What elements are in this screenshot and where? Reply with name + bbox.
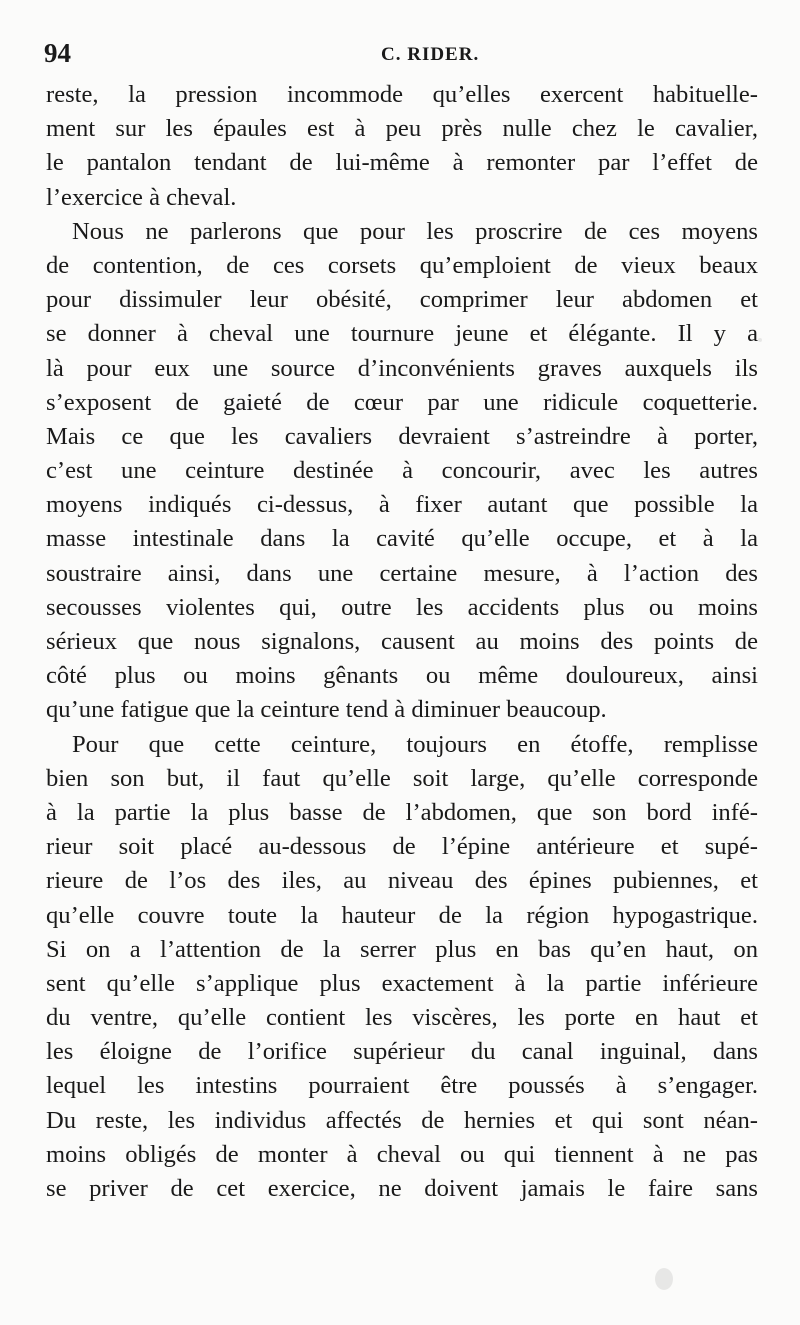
text-line: soustraire ainsi, dans une certaine mesure, à l’action des xyxy=(46,559,758,587)
running-head: C. RIDER. xyxy=(381,44,480,65)
text-line: moins obligés de monter à cheval ou qui tiennent à ne pas xyxy=(46,1140,758,1168)
text-line: sent qu’elle s’applique plus exactement à la partie inférieure xyxy=(46,969,758,997)
text-line: Du reste, les individus affectés de hernies et qui sont néan- xyxy=(46,1106,758,1134)
text-line: côté plus ou moins gênants ou même douloureux, ainsi xyxy=(46,662,758,690)
text-line: Nous ne parlerons que pour les proscrire de ces moyens xyxy=(72,217,758,245)
text-line: moyens indiqués ci-dessus, à fixer autant que possible la xyxy=(46,491,758,519)
text-line: reste, la pression incommode qu’elles exercent habituelle- xyxy=(46,81,758,108)
text-line: se donner à cheval une tournure jeune et élégante. Il y a xyxy=(46,320,758,348)
text-line: du ventre, qu’elle contient les viscères, les porte en haut et xyxy=(46,1004,758,1032)
text-line: à la partie la plus basse de l’abdomen, que son bord infé- xyxy=(46,798,758,826)
text-line: c’est une ceinture destinée à concourir, avec les autres xyxy=(46,457,758,485)
text-line: se priver de cet exercice, ne doivent jamais le faire sans xyxy=(46,1175,758,1202)
text-line: pour dissimuler leur obésité, comprimer leur abdomen et xyxy=(46,286,758,314)
text-line: secousses violentes qui, outre les accidents plus ou moins xyxy=(46,593,758,621)
body-text xyxy=(46,78,758,1206)
paper-speck xyxy=(655,1268,673,1290)
text-line: s’exposent de gaieté de cœur par une ridicule coquetterie. xyxy=(46,388,758,416)
paper-speck xyxy=(758,338,762,342)
text-line: rieur soit placé au-dessous de l’épine antérieure et supé- xyxy=(46,833,758,861)
text-line: Mais ce que les cavaliers devraient s’astreindre à porter, xyxy=(46,422,758,450)
text-line: ment sur les épaules est à peu près nulle chez le cavalier, xyxy=(46,115,758,143)
text-line: sérieux que nous signalons, causent au moins des points de xyxy=(46,628,758,655)
text-line: masse intestinale dans la cavité qu’elle occupe, et à la xyxy=(46,525,758,553)
text-line: qu’elle couvre toute la hauteur de la région hypogastrique. xyxy=(46,901,758,929)
text-line: l’exercice à cheval. xyxy=(46,183,237,211)
page-header xyxy=(44,38,756,74)
text-line: là pour eux une source d’inconvénients graves auxquels ils xyxy=(46,354,758,382)
text-line: de contention, de ces corsets qu’emploient de vieux beaux xyxy=(46,251,758,279)
text-line: Pour que cette ceinture, toujours en étoffe, remplisse xyxy=(72,730,758,758)
page-number: 94 xyxy=(44,38,71,68)
text-line: Si on a l’attention de la serrer plus en bas qu’en haut, on xyxy=(46,935,758,963)
text-line: bien son but, il faut qu’elle soit large, qu’elle corresponde xyxy=(46,764,758,792)
text-line: rieure de l’os des iles, au niveau des épines pubiennes, et xyxy=(46,867,758,895)
text-line: les éloigne de l’orifice supérieur du canal inguinal, dans xyxy=(46,1038,758,1066)
text-line: le pantalon tendant de lui-même à remonter par l’effet de xyxy=(46,149,758,177)
text-line: qu’une fatigue que la ceinture tend à diminuer beaucoup. xyxy=(46,696,607,724)
text-line: lequel les intestins pourraient être poussés à s’engager. xyxy=(46,1072,758,1100)
